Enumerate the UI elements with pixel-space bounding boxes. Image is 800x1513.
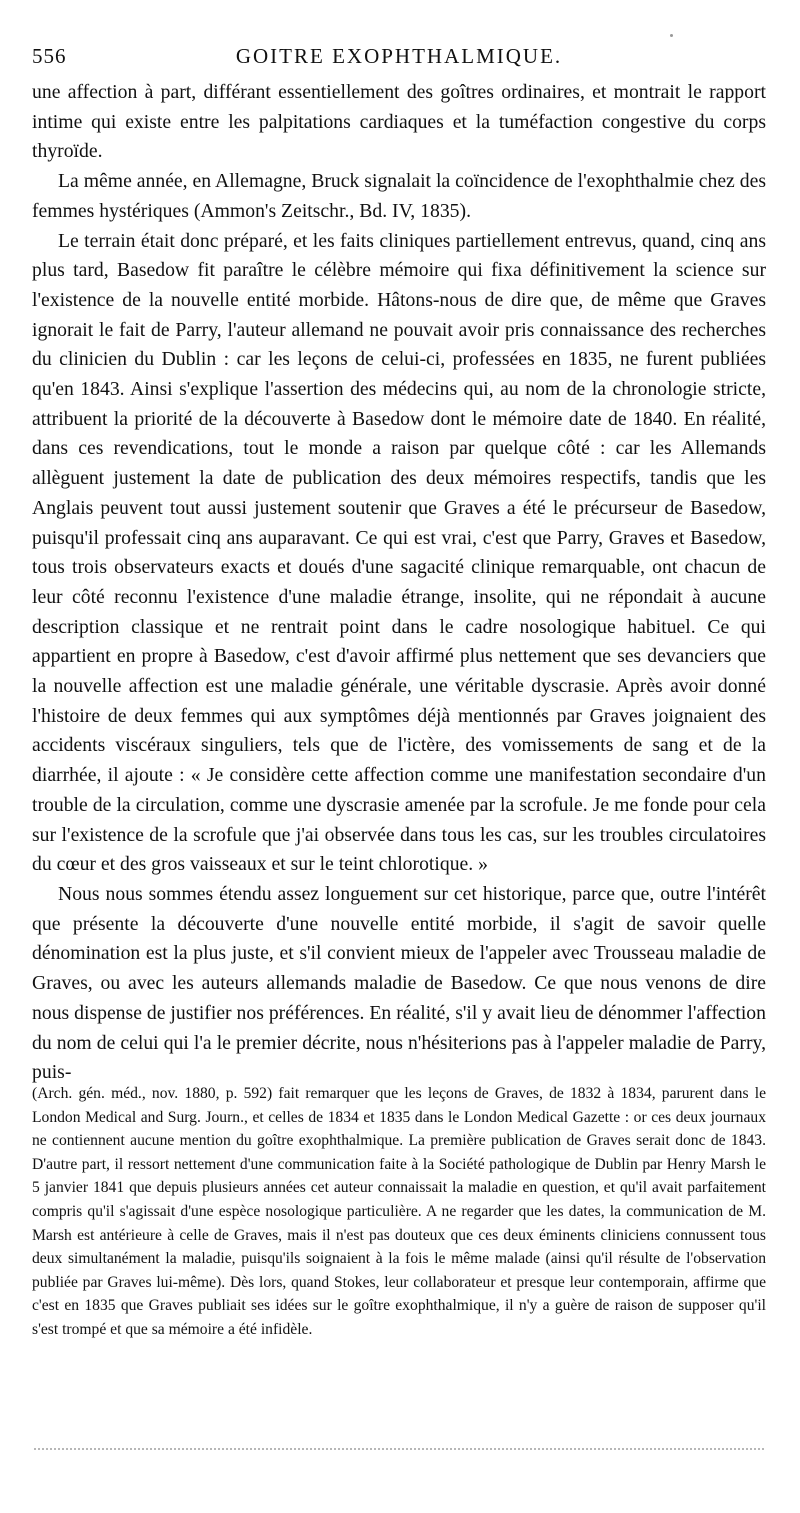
scan-speck (670, 34, 673, 37)
footer-rule (34, 1448, 764, 1450)
page-number: 556 (32, 44, 67, 68)
paragraph-bruck: La même année, en Allemagne, Bruck signalait la coïncidence de l'exophthalmie chez des femmes hystériques (Ammon's Zeitschr., Bd. IV, 1835). (32, 170, 766, 222)
paragraph-continuation: une affection à part, différant essentiellement des goîtres ordinaires, et montrait le rapport intime qui existe entre les palpitations cardiaques et la tuméfaction congestive du corps thyroïde. (32, 81, 766, 163)
main-text (32, 78, 766, 1088)
paragraph-basedow: Le terrain était donc préparé, et les faits cliniques partiellement entrevus, quand, cinq ans plus tard, Basedow fit paraître le célèbre mémoire qui fixa définitivement la science sur l'existence de la nouvelle entité morbide. Hâtons-nous de dire que, de même que Graves ignorait le fait de Parry, l'auteur allemand ne pouvait avoir pris connaissance des recherches du clinicien du Dublin : car les leçons de celui-ci, professées en 1835, ne furent publiées qu'en 1843. Ainsi s'explique l'assertion des médecins qui, au nom de la chronologie stricte, attribuent la priorité de la découverte à Basedow dont le mémoire date de 1840. En réalité, dans ces revendications, tout le monde a raison par quelque côté : car les Allemands allèguent justement la date de publication des deux mémoires respectifs, tandis que les Anglais peuvent tout aussi justement soutenir que Graves a été le précurseur de Basedow, puisqu'il professait cinq ans auparavant. Ce qui est vrai, c'est que Parry, Graves et Basedow, tous trois observateurs exacts et doués d'une sagacité clinique remarquable, ont chacun de leur côté reconnu l'existence d'une maladie étrange, insolite, qui ne répondait à aucune description classique et ne rentrait point dans le cadre nosologique habituel. Ce qui appartient en propre à Basedow, c'est d'avoir affirmé plus nettement que ses devanciers que la nouvelle affection est une maladie générale, une véritable dyscrasie. Après avoir donné l'histoire de deux femmes qui aux symptômes déjà mentionnés par Graves joignaient des accidents viscéraux singuliers, tels que de l'ictère, des vomissements de sang et de la diarrhée, il ajoute : « Je considère cette affection comme une manifestation secondaire d'un trouble de la circulation, comme une dyscrasie amenée par la scrofule. Je me fonde pour cela sur l'existence de la scrofule que j'ai observée dans tous les cas, sur les troubles circulatoires du cœur et des gros vaisseaux et sur le teint chlorotique. » (32, 229, 766, 876)
page-header (32, 38, 766, 72)
paragraph-historique: Nous nous sommes étendu assez longuement sur cet historique, parce que, outre l'intérêt que présente la découverte d'une nouvelle entité morbide, il s'agit de savoir quelle dénomination est la plus juste, et s'il convient mieux de l'appeler avec Trousseau maladie de Graves, ou avec les auteurs allemands maladie de Basedow. Ce que nous venons de dire nous dispense de justifier nos préférences. En réalité, s'il y avait lieu de dénommer l'affection du nom de celui qui l'a le premier décrite, nous n'hésiterions pas à l'appeler maladie de Parry, puis- (32, 882, 766, 1084)
footnote-text: (Arch. gén. méd., nov. 1880, p. 592) fait remarquer que les leçons de Graves, de 1832 à 1834, parurent dans le London Medical and Surg. Journ., et celles de 1834 et 1835 dans le London Medical Gazette : or ces deux journaux ne contiennent aucune mention du goître exophthalmique. La première publication de Graves serait donc de 1843. D'autre part, il ressort nettement d'une communication faite à la Société pathologique de Dublin par Henry Marsh le 5 janvier 1841 que depuis plusieurs années cet auteur connaissait la maladie en question, et qu'il avait parfaitement compris qu'il s'agissait d'une espèce nosologique particulière. A ne regarder que les dates, la communication de M. Marsh est antérieure à celle de Graves, mais il n'est pas douteux que ces deux éminents cliniciens connussent tous deux simultanément la maladie, puisqu'ils soignaient à la fois le même malade (ainsi qu'il résulte de l'observation publiée par Graves lui-même). Dès lors, quand Stokes, leur collaborateur et presque leur contemporain, affirme que c'est en 1835 que Graves publiait ses idées sur le goître exophthalmique, il n'y a guère de raison de supposer qu'il s'est trompé et que sa mémoire a été infidèle. (32, 1085, 766, 1338)
footnote (32, 1082, 766, 1342)
running-title: GOITRE EXOPHTHALMIQUE. (235, 44, 563, 68)
